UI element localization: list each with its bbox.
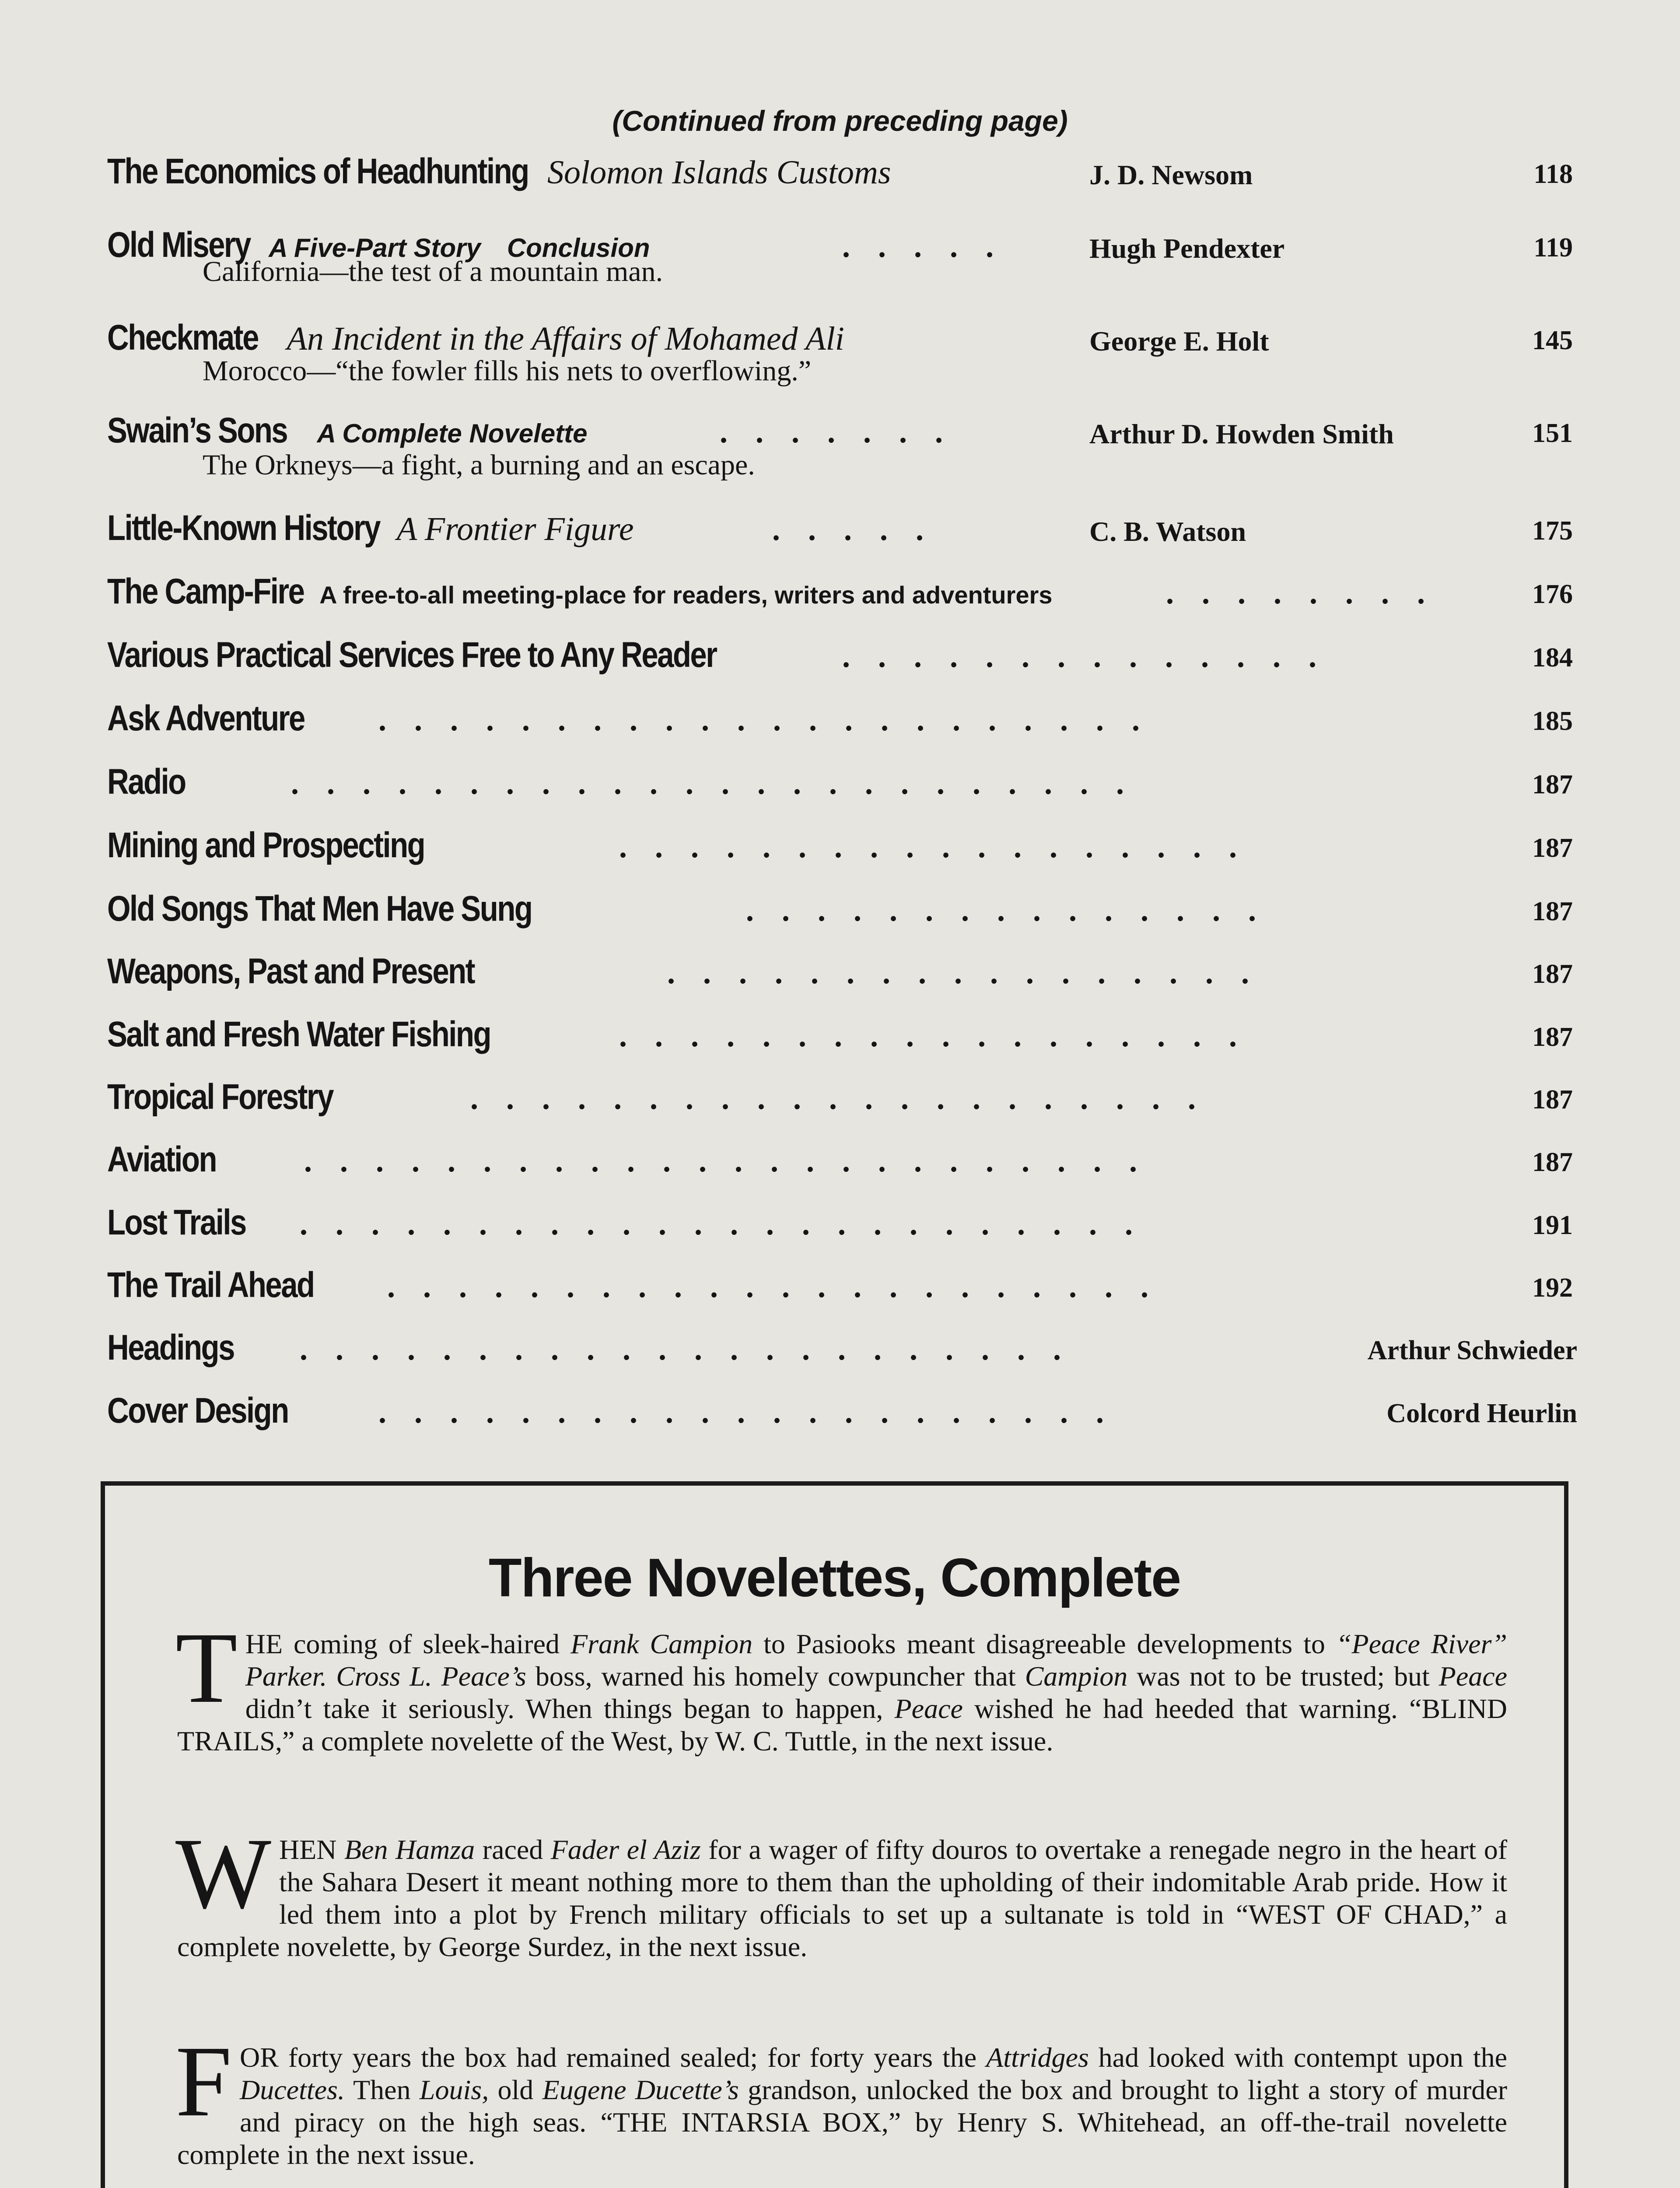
toc-entry[interactable] [107, 317, 1577, 387]
leader-dots: .................. [619, 829, 1265, 864]
toc-page: 187 [1532, 1022, 1573, 1052]
toc-title: Weapons, Past and Present [107, 951, 475, 991]
toc-title: Radio [107, 762, 186, 802]
toc-page: 185 [1532, 706, 1573, 736]
drop-cap: W [175, 1817, 271, 1930]
toc-description: Morocco—“the fowler fills his nets to overflowing.” [203, 355, 812, 387]
toc-page: 119 [1533, 233, 1573, 263]
para-text: grandson, unlocked the box and brought to light a story of murder and piracy on the high seas. “THE INTARSIA BOX,” by Henry S. Whitehead, an off-the-trail novelette complete in the next issue. [177, 2074, 1508, 2170]
para-text: HEN [279, 1834, 344, 1865]
toc-title: Various Practical Services Free to Any Reader [107, 635, 717, 675]
toc-page: 191 [1532, 1210, 1573, 1240]
toc-credit: Arthur Schwieder [1367, 1336, 1577, 1365]
toc-page: 187 [1532, 897, 1573, 926]
para-italic: Ducettes. [240, 2074, 345, 2105]
leader-dots: ...................... [300, 1332, 1089, 1367]
toc-subtitle-conclusion: Conclusion [507, 233, 650, 263]
leader-dots: ................. [667, 955, 1277, 990]
para-italic: Attridges [986, 2042, 1089, 2073]
toc-page: 184 [1532, 643, 1573, 673]
box-title: Three Novelettes, Complete [488, 1548, 1181, 1608]
toc-entry[interactable] [107, 951, 1577, 1012]
toc-title: Old Songs That Men Have Sung [107, 889, 532, 929]
toc-subtitle: A free-to-all meeting-place for readers, writers and adventurers [319, 581, 1053, 609]
toc-title: Old Misery [107, 225, 250, 265]
toc-entry[interactable] [107, 1014, 1577, 1075]
toc-entry[interactable] [107, 698, 1577, 759]
leader-dots: ..... [842, 229, 1022, 264]
toc-entry[interactable] [107, 888, 1577, 950]
toc-title: Lost Trails [107, 1203, 246, 1242]
novelettes-box [101, 1481, 1568, 2188]
toc-entry[interactable] [107, 1202, 1577, 1263]
leader-dots: ........................ [291, 766, 1152, 801]
toc-entry[interactable] [107, 571, 1577, 632]
para-text: didn’t take it seriously. When things began to happen, [245, 1693, 895, 1724]
para-italic: Peace [1438, 1661, 1508, 1692]
leader-dots: ..................... [378, 1395, 1132, 1430]
toc-title: Cover Design [107, 1391, 288, 1431]
toc-title: Tropical Forestry [107, 1077, 333, 1117]
toc-entry[interactable] [107, 410, 1577, 481]
toc-page: 145 [1532, 326, 1573, 355]
toc-page: 151 [1532, 418, 1573, 448]
toc-title: Salt and Fresh Water Fishing [107, 1014, 491, 1054]
toc-entry[interactable] [107, 1265, 1577, 1326]
leader-dots: ............... [746, 893, 1284, 928]
para-italic: “Peace River” Parker. Cross L. Peace’s [245, 1628, 1508, 1692]
drop-cap: F [175, 2025, 232, 2138]
para-italic: Louis, [419, 2074, 489, 2105]
para-text: for a wager of fifty douros to overtake a renegade negro in the heart of the Sahara Desert it meant nothing more to them than the upholding of their indomitable Arab pride. How it led them into a plot by French military officials to set up a sultanate is told in “WEST OF CHAD,” a complete novelette, by George Surdez, in the next issue. [177, 1834, 1508, 1962]
toc-title: Headings [107, 1328, 234, 1368]
para-text: wished he had heeded that warning. “BLIND TRAILS,” a complete novelette of the West, by W. C. Tuttle, in the next issue. [177, 1693, 1508, 1757]
leader-dots: ...................... [378, 702, 1168, 737]
toc-page: 187 [1532, 770, 1573, 799]
toc-page: 187 [1532, 959, 1573, 989]
toc-title: The Camp-Fire [107, 572, 304, 611]
toc-description: California—the test of a mountain man. [203, 256, 663, 288]
toc-title: The Economics of Headhunting [107, 151, 528, 191]
toc-subtitle: A Five-Part Story [269, 233, 481, 263]
toc-entry[interactable] [107, 508, 1577, 569]
continued-note: (Continued from preceding page) [612, 105, 1068, 137]
toc-entry[interactable] [107, 151, 1577, 212]
toc-subtitle: A Complete Novelette [317, 419, 588, 448]
toc-title: The Trail Ahead [107, 1265, 314, 1305]
toc-page: 192 [1532, 1273, 1573, 1303]
toc-credit: Colcord Heurlin [1386, 1399, 1577, 1428]
leader-dots: ....... [720, 414, 971, 449]
toc-author: C. B. Watson [1089, 516, 1246, 547]
toc-author: Arthur D. Howden Smith [1089, 418, 1394, 449]
para-italic: Frank Campion [570, 1628, 753, 1659]
toc-entry[interactable] [107, 825, 1577, 886]
leader-dots: ...................... [387, 1269, 1176, 1304]
toc-page: 187 [1532, 833, 1573, 863]
para-italic: Ben Hamza [344, 1834, 475, 1865]
novelette-paragraph-1 [175, 1612, 1508, 1757]
leader-dots: ........................ [300, 1206, 1161, 1241]
toc-subtitle: A Frontier Figure [396, 511, 634, 547]
para-italic: Peace [894, 1693, 963, 1724]
para-text: Then [344, 2074, 420, 2105]
leader-dots: ..................... [470, 1081, 1224, 1116]
leader-dots: ........................ [304, 1143, 1165, 1178]
toc-author: George E. Holt [1089, 326, 1269, 357]
leader-dots: .............. [842, 639, 1344, 674]
toc-entry[interactable] [107, 1390, 1577, 1452]
para-text: to Pasiooks meant disagreeable developments to [752, 1628, 1336, 1659]
para-text: OR forty years the box had remained sealed; for forty years the [240, 2042, 987, 2073]
leader-dots: ........ [1166, 575, 1453, 610]
para-italic: Campion [1025, 1661, 1128, 1692]
toc-page: 187 [1532, 1085, 1573, 1115]
drop-cap: T [175, 1612, 238, 1724]
novelette-paragraph-2 [175, 1817, 1508, 1963]
para-text: old [489, 2074, 542, 2105]
toc-title: Swain’s Sons [107, 410, 287, 450]
para-text: raced [475, 1834, 551, 1865]
toc-entry[interactable] [107, 1327, 1577, 1389]
toc-title: Little-Known History [107, 508, 380, 548]
para-text: boss, warned his homely cowpuncher that [526, 1661, 1025, 1692]
toc-subtitle: An Incident in the Affairs of Mohamed Ali [287, 320, 844, 357]
toc-page: 118 [1533, 159, 1573, 189]
toc-entry[interactable] [107, 761, 1577, 823]
toc-entry[interactable] [107, 635, 1577, 696]
toc-author: J. D. Newsom [1089, 159, 1253, 190]
toc-subtitle: Solomon Islands Customs [547, 154, 891, 191]
toc-description: The Orkneys—a fight, a burning and an escape. [203, 449, 755, 481]
leader-dots: ..... [772, 512, 952, 547]
para-italic: Fader el Aziz [550, 1834, 701, 1865]
novelette-paragraph-3 [175, 2025, 1508, 2171]
toc-author: Hugh Pendexter [1089, 233, 1285, 264]
toc-title: Aviation [107, 1140, 217, 1179]
toc-title: Checkmate [107, 318, 258, 358]
toc-page: 187 [1532, 1147, 1573, 1177]
toc-entry[interactable] [107, 224, 1577, 286]
para-italic: Eugene Ducette’s [542, 2074, 739, 2105]
toc-page: 176 [1532, 579, 1573, 609]
para-text: was not to be trusted; but [1127, 1661, 1439, 1692]
toc-entry[interactable] [107, 1139, 1577, 1200]
para-text: HE coming of sleek-haired [245, 1628, 571, 1659]
para-text: had looked with contempt upon the [1088, 2042, 1508, 2073]
leader-dots: .................. [619, 1018, 1265, 1053]
toc-title: Mining and Prospecting [107, 825, 425, 865]
toc-entry[interactable] [107, 1076, 1577, 1138]
toc-page: 175 [1532, 516, 1573, 546]
toc-title: Ask Adventure [107, 698, 304, 738]
